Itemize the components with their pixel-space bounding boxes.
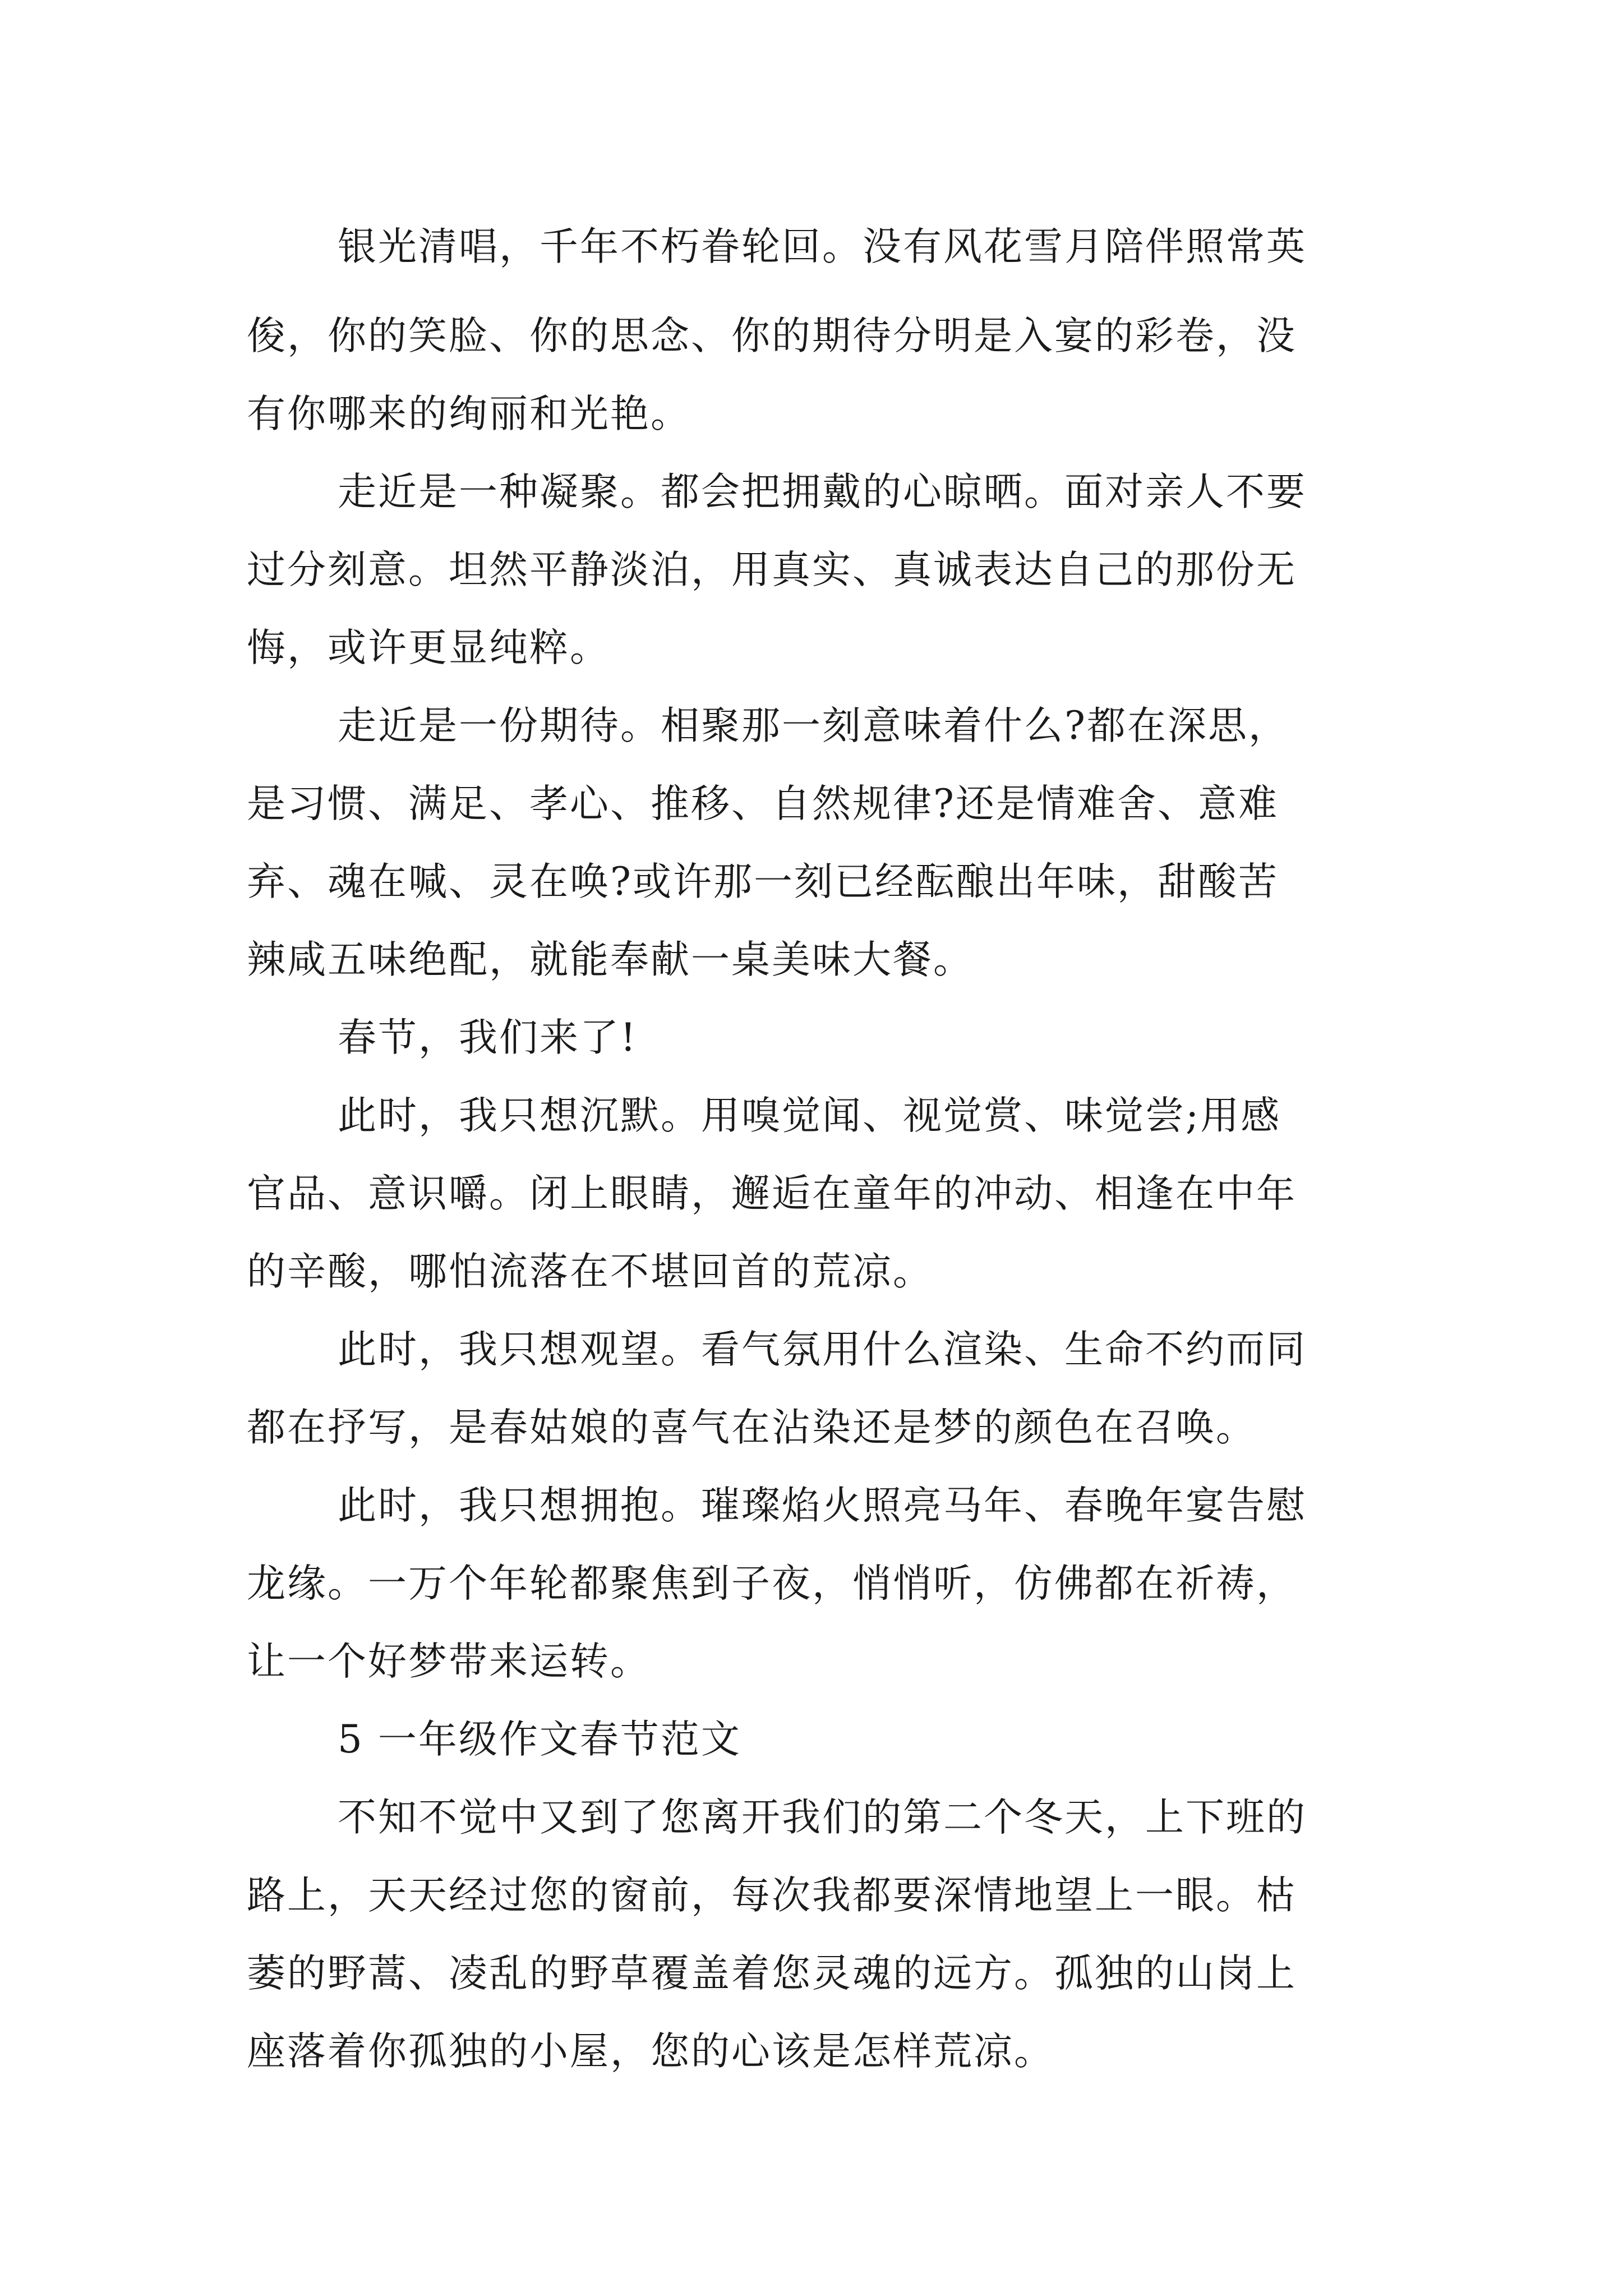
paragraph-line: 弃、魂在喊、灵在唤?或许那一刻已经酝酿出年味，甜酸苦 (247, 859, 1279, 904)
paragraph-line: 银光清唱，千年不朽眷轮回。没有风花雪月陪伴照常英 (338, 224, 1307, 269)
paragraph-line: 悔，或许更显纯粹。 (247, 625, 610, 670)
paragraph-line: 过分刻意。坦然平静淡泊，用真实、真诚表达自己的那份无 (247, 547, 1297, 592)
paragraph-line: 是习惯、满足、孝心、推移、自然规律?还是情难舍、意难 (247, 781, 1279, 826)
paragraph-line: 不知不觉中又到了您离开我们的第二个冬天，上下班的 (338, 1795, 1307, 1840)
paragraph-line: 萎的野蒿、凌乱的野草覆盖着您灵魂的远方。孤独的山岗上 (247, 1951, 1297, 1996)
paragraph-line: 官品、意识嚼。闭上眼睛，邂逅在童年的冲动、相逢在中年 (247, 1171, 1297, 1216)
paragraph-line: 路上，天天经过您的窗前，每次我都要深情地望上一眼。枯 (247, 1873, 1297, 1918)
paragraph-line: 俊，你的笑脸、你的思念、你的期待分明是入宴的彩卷，没 (247, 314, 1297, 358)
paragraph-line: 走近是一种凝聚。都会把拥戴的心晾晒。面对亲人不要 (338, 470, 1307, 514)
paragraph-line: 此时，我只想沉默。用嗅觉闻、视觉赏、味觉尝;用感 (338, 1093, 1281, 1138)
paragraph-line: 有你哪来的绚丽和光艳。 (247, 392, 691, 436)
paragraph-line: 辣咸五味绝配，就能奉献一桌美味大餐。 (247, 937, 974, 982)
paragraph-line: 让一个好梦带来运转。 (247, 1639, 651, 1684)
paragraph-line: 此时，我只想观望。看气氛用什么渲染、生命不约而同 (338, 1327, 1307, 1372)
paragraph-line: 的辛酸，哪怕流落在不堪回首的荒凉。 (247, 1249, 933, 1294)
paragraph-line: 走近是一份期待。相聚那一刻意味着什么?都在深思， (338, 703, 1289, 748)
section-heading: 5 一年级作文春节范文 (338, 1717, 741, 1762)
paragraph-line: 春节，我们来了! (338, 1015, 638, 1060)
paragraph-line: 此时，我只想拥抱。璀璨焰火照亮马年、春晚年宴告慰 (338, 1483, 1307, 1528)
paragraph-line: 座落着你孤独的小屋，您的心该是怎样荒凉。 (247, 2029, 1054, 2074)
paragraph-line: 龙缘。一万个年轮都聚焦到子夜，悄悄听，仿佛都在祈祷， (247, 1561, 1297, 1606)
paragraph-line: 都在抒写，是春姑娘的喜气在沾染还是梦的颜色在召唤。 (247, 1405, 1256, 1450)
